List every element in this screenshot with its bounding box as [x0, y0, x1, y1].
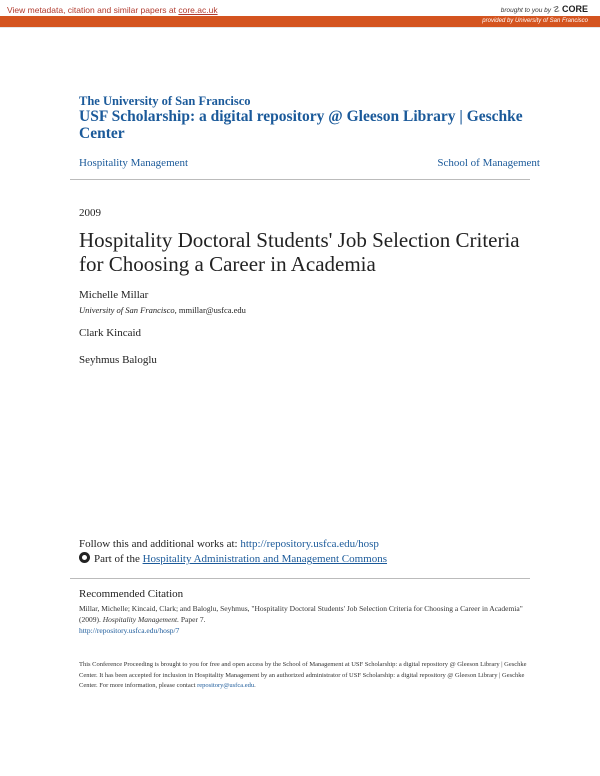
core-banner: [0, 0, 600, 28]
citation-text: Millar, Michelle; Kincaid, Clark; and Baloglu, Seyhmus, "Hospitality Doctoral Students' Job Selection Criteria for Choosing a Career in Academia" (2009).: [79, 604, 523, 624]
divider: [70, 578, 530, 579]
disclaimer-text: This Conference Proceeding is brought to you for free and open access by the School of Management at USF Scholarship: a digital repository @ Gleeson Library | Geschke Center. It has been accepted for inclusion in Hospitality Management by an authorized administrator of USF Scholarship: a digital repository @ Gleeson Library | Geschke Center. For more information, please contact: [79, 661, 527, 689]
contact-email-link[interactable]: repository@usfca.edu: [197, 682, 255, 689]
author-institution: University of San Francisco: [79, 305, 175, 315]
author-name: Michelle Millar: [79, 289, 149, 301]
core-metadata-text: View metadata, citation and similar papers at: [7, 5, 176, 15]
provided-by-text[interactable]: provided by University of San Francisco: [482, 18, 588, 24]
core-metadata-notice: [7, 5, 218, 15]
part-of-text: Part of the: [94, 553, 140, 565]
author-affiliation: [79, 305, 246, 315]
citation-url-link[interactable]: http://repository.usfca.edu/hosp/7: [79, 626, 180, 635]
access-disclaimer: [79, 660, 531, 692]
affiliation-separator: ,: [174, 305, 179, 315]
core-link[interactable]: core.ac.uk: [178, 5, 218, 15]
collection-nav: [79, 157, 540, 171]
core-logo-icon: ☡: [552, 5, 560, 14]
author-name: Seyhmus Baloglu: [79, 354, 157, 366]
citation-paper: Paper 7.: [180, 615, 206, 624]
publication-year: 2009: [79, 207, 101, 219]
disclaimer-suffix: .: [254, 682, 256, 689]
brought-by-text: brought to you by: [500, 7, 551, 14]
recommended-citation-heading: Recommended Citation: [79, 588, 184, 600]
follow-text: Follow this and additional works at:: [79, 538, 238, 550]
author-email[interactable]: mmillar@usfca.edu: [178, 305, 246, 315]
divider: [70, 179, 530, 180]
recommended-citation: [79, 603, 531, 636]
repository-url-link[interactable]: http://repository.usfca.edu/hosp: [240, 538, 379, 550]
collection-link[interactable]: Hospitality Management: [79, 157, 189, 169]
part-of-line: [79, 552, 387, 565]
author-name: Clark Kincaid: [79, 327, 142, 339]
repository-name[interactable]: USF Scholarship: a digital repository @ Gleeson Library | Geschke Center: [79, 108, 523, 142]
repository-header: [79, 94, 529, 142]
school-link[interactable]: School of Management: [437, 157, 540, 169]
commons-link[interactable]: Hospitality Administration and Management Commons: [142, 553, 388, 565]
citation-journal: Hospitality Management.: [102, 615, 179, 624]
commons-icon: [79, 552, 90, 563]
document-title: Hospitality Doctoral Students' Job Selection Criteria for Choosing a Career in Academia: [79, 228, 520, 276]
follow-line: [79, 538, 379, 550]
provided-by-strip: [0, 16, 600, 27]
university-name[interactable]: The University of San Francisco: [79, 94, 251, 108]
core-brought-by: [501, 4, 588, 14]
core-logo[interactable]: CORE: [561, 4, 588, 14]
